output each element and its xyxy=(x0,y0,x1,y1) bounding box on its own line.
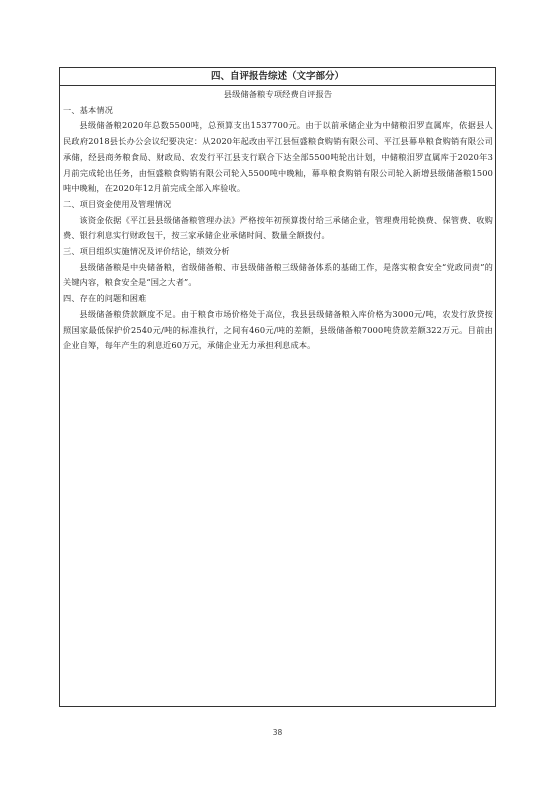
section-paragraph-problems: 县级储备粮贷款额度不足。由于粮食市场价格处于高位，我县县级储备粮入库价格为3000元/吨，农发行放贷按照国家最低保护价2540元/吨的标准执行，之间有460元/吨的差额，县级储备粮7000吨贷款差额322万元。目前由企业自筹，每年产生的利息近60万元，承储企业无力承担利息成本。 xyxy=(63,308,493,351)
page-number: 38 xyxy=(272,728,283,737)
section-title-problems: 四、存在的问题和困难 xyxy=(63,293,147,304)
section-paragraph-implementation: 县级储备粮是中央储备粮，省级储备粮、市县级储备粮三级储备体系的基础工作，是落实粮食安全“党政同责”的关键内容，粮食安全是“国之大者”。 xyxy=(63,261,493,288)
section-heading-title: 四、自评报告综述（文字部分） xyxy=(60,68,495,86)
section-paragraph-funds: 该资金依据《平江县县级储备粮管理办法》严格按年初预算拨付给三承储企业，管理费用轮换费、保管费、收购费、银行利息实行财政包干，按三家承储企业承储时间、数量全额拨付。 xyxy=(63,214,493,241)
section-title-funds: 二、项目资金使用及管理情况 xyxy=(63,198,172,209)
report-subtitle: 县级储备粮专项经费自评报告 xyxy=(223,89,333,99)
section-title-basic: 一、基本情况 xyxy=(63,104,114,115)
report-content xyxy=(63,87,493,354)
report-table-frame xyxy=(59,67,496,707)
section-paragraph-basic: 县级储备粮2020年总数5500吨，总预算支出1537700元。由于以前承储企业为中储粮汨罗直属库，依据县人民政府2018县长办公会议纪要决定：从2020年起改由平江县恒盛粮食购销有限公司、平江县幕阜粮食购销有限公司承储，经县商务粮食局、财政局、农发行平江县支行联合下达全部5500吨轮出计划，中储粮汨罗直属库于2020年3月前完成轮出任务，由恒盛粮食购销有限公司轮入5500吨中晚籼，幕阜粮食购销有限公司轮入新增县级储备粮1500吨中晚籼，在2020年12月前完成全部入库验收。 xyxy=(63,120,493,194)
section-title-implementation: 三、项目组织实施情况及评价结论，绩效分析 xyxy=(63,246,230,257)
